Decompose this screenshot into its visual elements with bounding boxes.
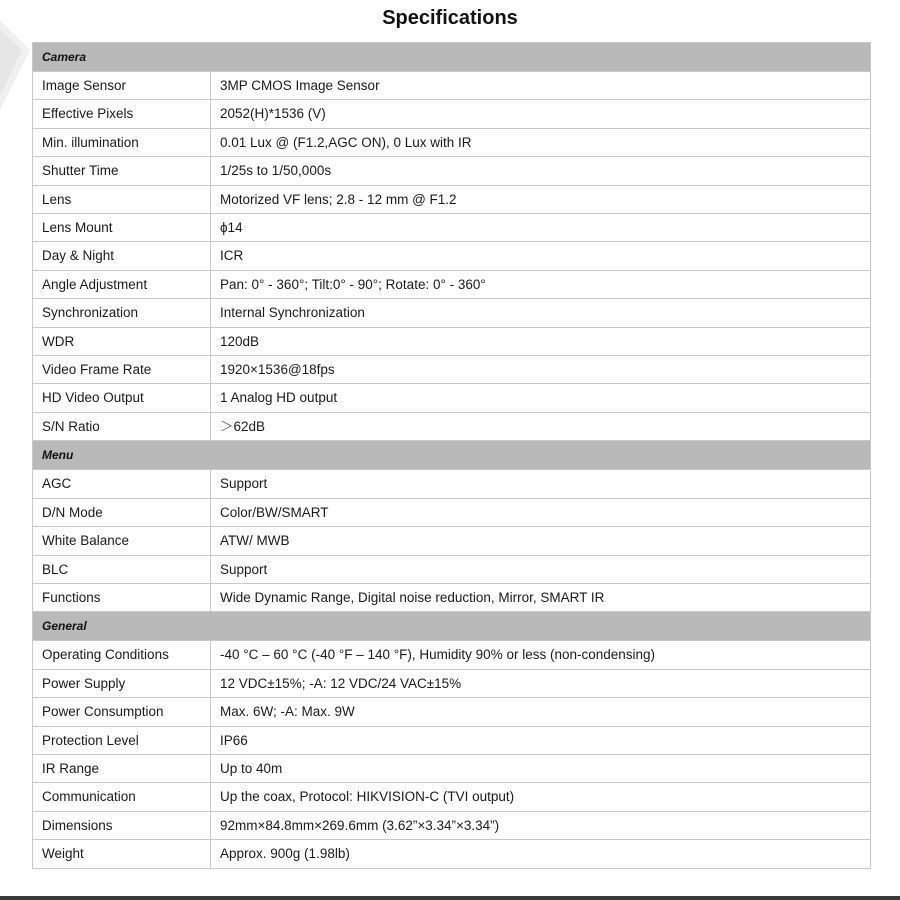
spec-label: Shutter Time [33, 157, 211, 185]
spec-row [33, 412, 871, 440]
spec-row [33, 185, 871, 213]
spec-value: Max. 6W; -A: Max. 9W [211, 698, 871, 726]
section-title: General [33, 612, 871, 641]
spec-value: Wide Dynamic Range, Digital noise reduction, Mirror, SMART IR [211, 583, 871, 611]
spec-value: ICR [211, 242, 871, 270]
spec-value: Support [211, 470, 871, 498]
spec-label: Angle Adjustment [33, 270, 211, 298]
spec-label: BLC [33, 555, 211, 583]
spec-value: 2052(H)*1536 (V) [211, 100, 871, 128]
spec-label: White Balance [33, 527, 211, 555]
spec-table [32, 42, 871, 869]
spec-row [33, 242, 871, 270]
spec-label: Functions [33, 583, 211, 611]
spec-row [33, 270, 871, 298]
spec-label: S/N Ratio [33, 412, 211, 440]
spec-row [33, 299, 871, 327]
section-header-camera [33, 43, 871, 72]
spec-row [33, 72, 871, 100]
spec-value: Up the coax, Protocol: HIKVISION-C (TVI output) [211, 783, 871, 811]
spec-value: 0.01 Lux @ (F1.2,AGC ON), 0 Lux with IR [211, 128, 871, 156]
bottom-rule [0, 896, 900, 900]
spec-row [33, 356, 871, 384]
section-header-general [33, 612, 871, 641]
spec-label: WDR [33, 327, 211, 355]
spec-row [33, 583, 871, 611]
spec-row [33, 811, 871, 839]
spec-value: ATW/ MWB [211, 527, 871, 555]
spec-label: Power Supply [33, 669, 211, 697]
spec-value: Support [211, 555, 871, 583]
spec-label: Day & Night [33, 242, 211, 270]
spec-row [33, 214, 871, 242]
spec-label: Weight [33, 840, 211, 868]
spec-value: 12 VDC±15%; -A: 12 VDC/24 VAC±15% [211, 669, 871, 697]
spec-row [33, 783, 871, 811]
spec-label: Power Consumption [33, 698, 211, 726]
page-title: Specifications [382, 7, 518, 29]
spec-row [33, 128, 871, 156]
spec-label: Effective Pixels [33, 100, 211, 128]
spec-row [33, 498, 871, 526]
spec-value: Pan: 0° - 360°; Tilt:0° - 90°; Rotate: 0° - 360° [211, 270, 871, 298]
spec-label: Lens Mount [33, 214, 211, 242]
spec-label: AGC [33, 470, 211, 498]
spec-row [33, 698, 871, 726]
spec-label: D/N Mode [33, 498, 211, 526]
spec-value: 92mm×84.8mm×269.6mm (3.62”×3.34”×3.34”) [211, 811, 871, 839]
spec-label: Video Frame Rate [33, 356, 211, 384]
spec-label: Operating Conditions [33, 641, 211, 669]
spec-label: Synchronization [33, 299, 211, 327]
spec-value: 3MP CMOS Image Sensor [211, 72, 871, 100]
spec-row [33, 840, 871, 868]
spec-row [33, 100, 871, 128]
section-header-menu [33, 441, 871, 470]
spec-value: ϕ14 [211, 214, 871, 242]
spec-row [33, 641, 871, 669]
spec-row [33, 726, 871, 754]
spec-label: HD Video Output [33, 384, 211, 412]
spec-value: 1920×1536@18fps [211, 356, 871, 384]
spec-label: Communication [33, 783, 211, 811]
spec-value: ＞62dB [211, 412, 871, 440]
spec-value: -40 °C – 60 °C (-40 °F – 140 °F), Humidity 90% or less (non-condensing) [211, 641, 871, 669]
spec-value: IP66 [211, 726, 871, 754]
spec-row [33, 384, 871, 412]
spec-row [33, 327, 871, 355]
spec-label: Min. illumination [33, 128, 211, 156]
spec-row [33, 470, 871, 498]
spec-label: Lens [33, 185, 211, 213]
spec-row [33, 669, 871, 697]
spec-label: Dimensions [33, 811, 211, 839]
spec-value: Internal Synchronization [211, 299, 871, 327]
spec-value: Approx. 900g (1.98lb) [211, 840, 871, 868]
spec-value: 120dB [211, 327, 871, 355]
spec-row [33, 555, 871, 583]
spec-label: IR Range [33, 754, 211, 782]
section-title: Camera [33, 43, 871, 72]
spec-value: Color/BW/SMART [211, 498, 871, 526]
spec-row [33, 754, 871, 782]
spec-value: 1 Analog HD output [211, 384, 871, 412]
section-title: Menu [33, 441, 871, 470]
spec-value: 1/25s to 1/50,000s [211, 157, 871, 185]
spec-label: Image Sensor [33, 72, 211, 100]
spec-label: Protection Level [33, 726, 211, 754]
spec-value: Motorized VF lens; 2.8 - 12 mm @ F1.2 [211, 185, 871, 213]
spec-row [33, 157, 871, 185]
spec-value: Up to 40m [211, 754, 871, 782]
spec-row [33, 527, 871, 555]
